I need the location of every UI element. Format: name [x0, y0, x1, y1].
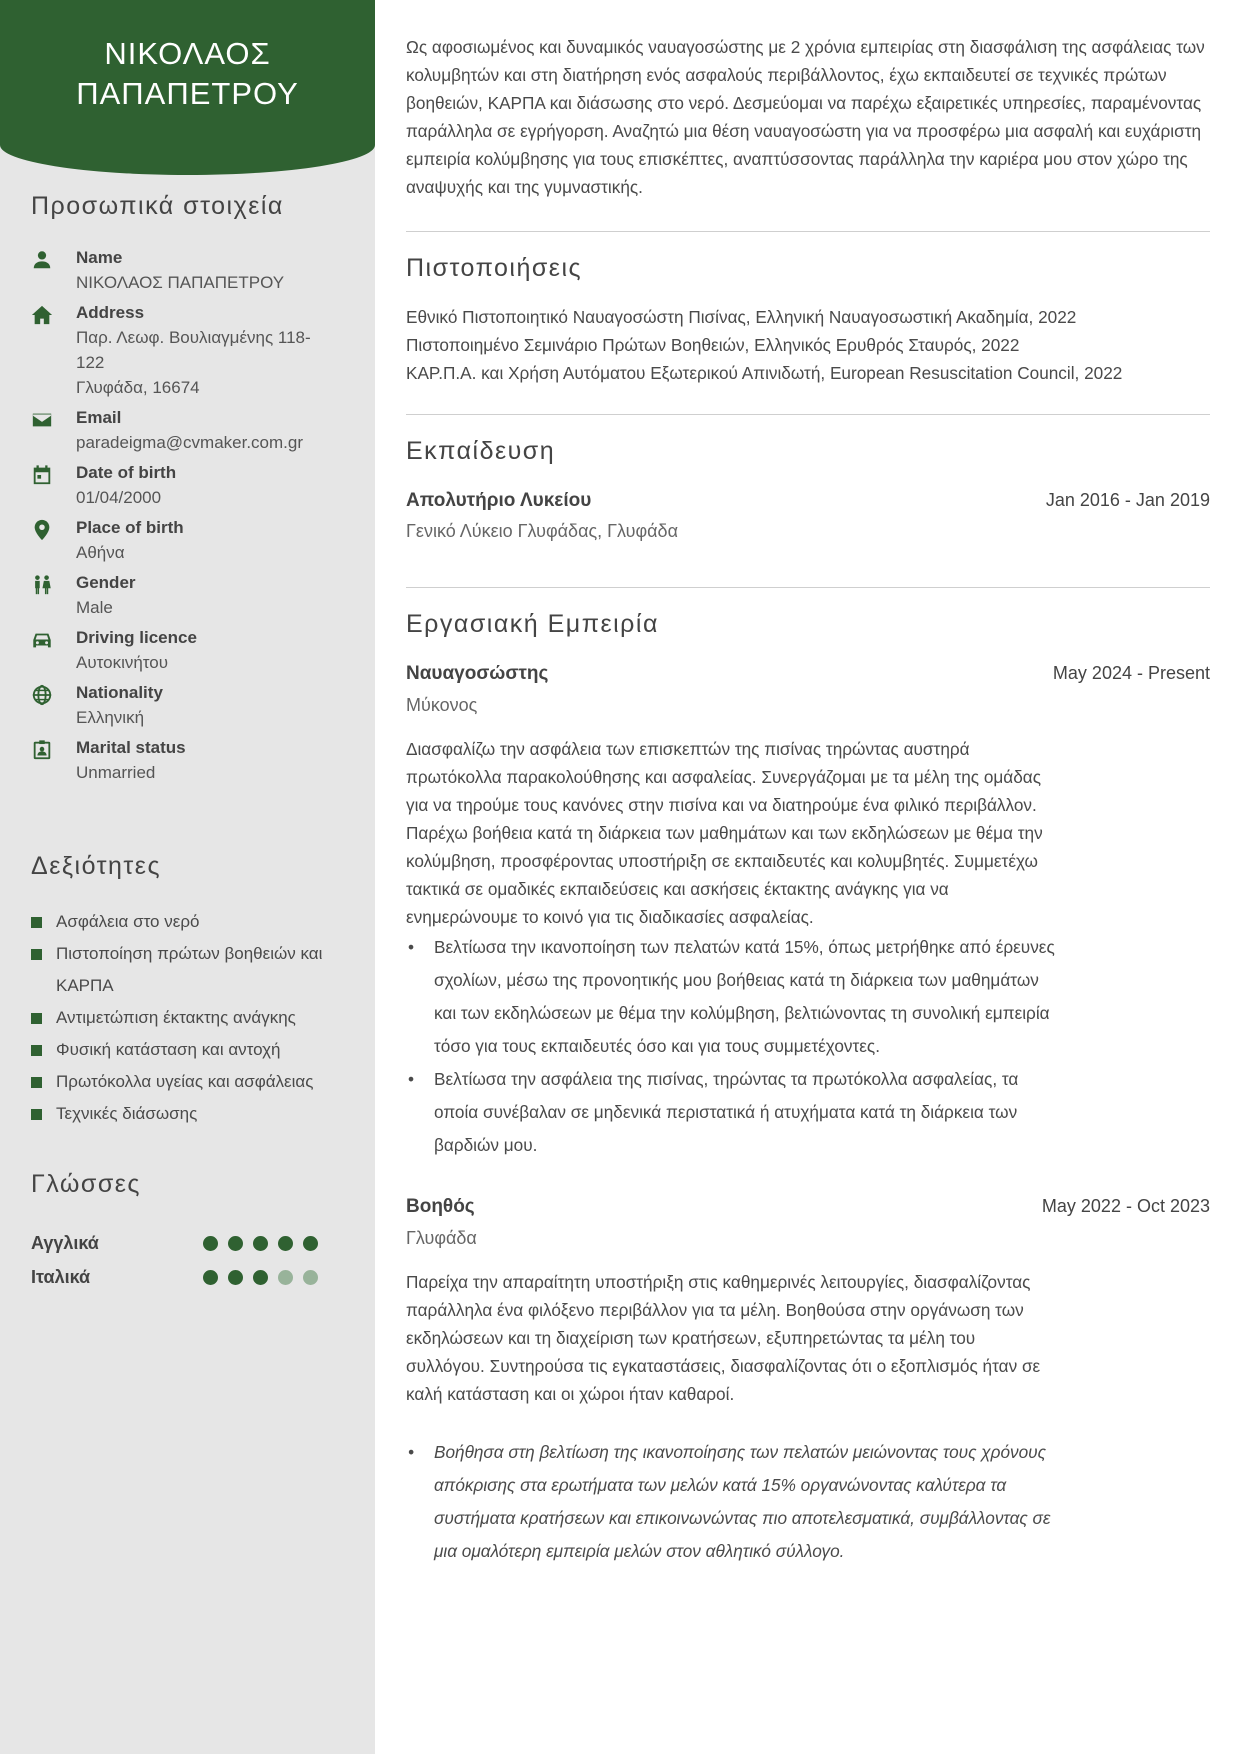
name-line-2: ΠΑΠΑΠΕΤΡΟΥ [76, 76, 299, 111]
divider [406, 231, 1210, 232]
job-role: Ναυαγοσώστης [406, 663, 549, 684]
home-icon [31, 301, 76, 400]
detail-label: Nationality [76, 683, 163, 702]
job-location: Μύκονος [406, 695, 478, 715]
detail-label: Date of birth [76, 463, 177, 482]
level-dot-filled [278, 1236, 293, 1251]
detail-label: Address [76, 303, 145, 322]
sidebar [0, 0, 375, 1754]
detail-value: Unmarried [76, 763, 156, 782]
language-level [203, 1236, 328, 1251]
level-dot-filled [203, 1236, 218, 1251]
calendar-icon [31, 461, 76, 510]
language-level [203, 1270, 328, 1285]
full-name [0, 0, 375, 114]
detail-marital-status [31, 736, 351, 785]
experience-title: Εργασιακή Εμπειρία [406, 610, 659, 638]
level-dot-filled [303, 1236, 318, 1251]
job-description: Διασφαλίζω την ασφάλεια των επισκεπτών της πισίνας τηρώντας αυστηρά πρωτόκολλα παρακολούθησης και ασφαλείας. Συνεργάζομαι με τα μέλη της ομάδας για να τηρούμε τους κανόνες στην πισίνα και να διατηρούμε ένα φιλικό περιβάλλον. Παρέχω βοήθεια κατά τη διάρκεια των μαθημάτων και των εκδηλώσεων με θέμα την κολύμβηση, προσφέροντας υποστήριξη σε εκπαιδευτές και κολυμβητές. Συμμετέχω τακτικά σε ομαδικές εκπαιδεύσεις και ασκήσεις έκτακτης ανάγκης για να ενημερώνουμε το κοινό για τις διαδικασίες ασφαλείας. [406, 739, 1043, 927]
detail-value: Αθήνα [76, 543, 125, 562]
language-name: Αγγλικά [31, 1232, 99, 1253]
skill-item: Αντιμετώπιση έκτακτης ανάγκης [31, 1002, 351, 1034]
job-header [406, 663, 1210, 685]
globe-icon [31, 681, 76, 730]
languages-list [31, 1226, 331, 1294]
detail-label: Email [76, 408, 122, 427]
certification-item: Εθνικό Πιστοποιητικό Ναυαγοσώστη Πισίνας, Ελληνική Ναυαγοσωστική Ακαδημία, 2022 [406, 307, 1077, 327]
skills-list [31, 906, 351, 1130]
level-dot-empty [278, 1270, 293, 1285]
skill-item: Φυσική κατάσταση και αντοχή [31, 1034, 351, 1066]
detail-value: Male [76, 598, 113, 617]
job-dates: May 2022 - Oct 2023 [1041, 1196, 1210, 1216]
car-icon [31, 626, 76, 675]
level-dot-empty [303, 1270, 318, 1285]
achievement-item: • Βελτίωσα την ικανοποίηση των πελατών κατά 15%, όπως μετρήθηκε από έρευνες σχολίων, μέσω της προνοητικής μου βοήθειας κατά τη διάρκεια των μαθημάτων και των εκδηλώσεων με θέμα την κολύμβηση, βελτιώνοντας τη συνολική εμπειρία τόσο για τους εκπαιδευτές όσο και για τους συμμετέχοντες. [406, 931, 1056, 1063]
job-description: Παρείχα την απαραίτητη υποστήριξη στις καθημερινές λειτουργίες, διασφαλίζοντας παράλληλα ένα φιλόξενο περιβάλλον για τα μέλη. Βοηθούσα στην οργάνωση των εκδηλώσεων και τη διαχείριση των κρατήσεων, εξυπηρετώντας τα μέλη του συλλόγου. Συντηρούσα τις εγκαταστάσεις, διασφαλίζοντας ότι ο εξοπλισμός ήταν σε καλή κατάσταση και οι χώροι ήταν καθαροί. [406, 1272, 1041, 1404]
skill-item: Τεχνικές διάσωσης [31, 1098, 351, 1130]
detail-value-line-2: Γλυφάδα, 16674 [76, 378, 200, 397]
certification-item: ΚΑΡ.Π.Α. και Χρήση Αυτόματου Εξωτερικού Απινιδωτή, European Resuscitation Council, 2022 [406, 363, 1123, 383]
achievement-item: • Βοήθησα στη βελτίωση της ικανοποίησης των πελατών μειώνοντας τους χρόνους απόκρισης στα ερωτήματα των μελών κατά 15% οργανώνοντας καλύτερα τα συστήματα κρατήσεων και επικοινωνώντας πιο αποτελεσματικά, συμβάλλοντας σε μια ομαλότερη εμπειρία μελών στον αθλητικό σύλλογο. [406, 1436, 1056, 1568]
job-role: Βοηθός [406, 1196, 475, 1217]
detail-label: Gender [76, 573, 136, 592]
certification-item: Πιστοποιημένο Σεμινάριο Πρώτων Βοηθειών, Ελληνικός Ερυθρός Σταυρός, 2022 [406, 335, 1020, 355]
divider [406, 587, 1210, 588]
detail-driving-licence [31, 626, 351, 675]
id-badge-icon [31, 736, 76, 785]
detail-label: Marital status [76, 738, 186, 757]
detail-value: Αυτοκινήτου [76, 653, 169, 672]
job-achievements [406, 1436, 1056, 1568]
level-dot-filled [253, 1236, 268, 1251]
job-header [406, 1196, 1210, 1218]
certifications-title: Πιστοποιήσεις [406, 254, 583, 282]
detail-value: paradeigma@cvmaker.com.gr [76, 433, 304, 452]
email-icon [31, 406, 76, 455]
detail-place-of-birth [31, 516, 351, 565]
detail-value: Ελληνική [76, 708, 145, 727]
level-dot-filled [228, 1270, 243, 1285]
detail-label: Name [76, 248, 123, 267]
education-school: Γενικό Λύκειο Γλυφάδας, Γλυφάδα [406, 521, 678, 541]
education-degree: Απολυτήριο Λυκείου [406, 490, 592, 511]
personal-details-title: Προσωπικά στοιχεία [31, 192, 284, 220]
certifications-list [406, 303, 1210, 387]
location-pin-icon [31, 516, 76, 565]
language-item [31, 1226, 331, 1260]
divider [406, 414, 1210, 415]
skills-title: Δεξιότητες [31, 852, 161, 880]
detail-nationality [31, 681, 351, 730]
skill-item: Πρωτόκολλα υγείας και ασφάλειας [31, 1066, 351, 1098]
education-dates: Jan 2016 - Jan 2019 [1045, 490, 1210, 510]
detail-label: Place of birth [76, 518, 184, 537]
language-name: Ιταλικά [31, 1266, 91, 1287]
detail-value: Παρ. Λεωφ. Βουλιαγμένης 118-122 [76, 328, 311, 372]
personal-details-list [31, 246, 351, 791]
gender-icon [31, 571, 76, 620]
profile-summary: Ως αφοσιωμένος και δυναμικός ναυαγοσώστης με 2 χρόνια εμπειρίας στη διασφάλιση της ασφάλειας των κολυμβητών και στη διατήρηση ενός ασφαλούς περιβάλλοντος, έχω εκπαιδευτεί σε τεχνικές πρώτων βοηθειών, ΚΑΡΠΑ και διάσωσης στο νερό. Δεσμεύομαι να παρέχω εξαιρετικές υπηρεσίες, παραμένοντας παράλληλα σε εγρήγορση. Αναζητώ μια θέση ναυαγοσώστη για να προσφέρω μια ασφαλή και ευχάριστη εμπειρία κολύμβησης για τους επισκέπτες, αναπτύσσοντας παράλληλα την καριέρα μου στον χώρο της αναψυχής και της γυμναστικής. [406, 37, 1205, 197]
job-dates: May 2024 - Present [1052, 663, 1210, 683]
job-location: Γλυφάδα [406, 1228, 477, 1248]
education-entry-header [406, 490, 1210, 512]
skill-item: Ασφάλεια στο νερό [31, 906, 351, 938]
detail-date-of-birth [31, 461, 351, 510]
skill-item: Πιστοποίηση πρώτων βοηθειών και ΚΑΡΠΑ [31, 938, 351, 1002]
detail-value: ΝΙΚΟΛΑΟΣ ΠΑΠΑΠΕΤΡΟΥ [76, 273, 285, 292]
detail-value: 01/04/2000 [76, 488, 162, 507]
name-line-1: ΝΙΚΟΛΑΟΣ [104, 36, 271, 71]
detail-gender [31, 571, 351, 620]
detail-label: Driving licence [76, 628, 197, 647]
name-header [0, 0, 375, 175]
detail-name [31, 246, 351, 295]
person-icon [31, 246, 76, 295]
detail-address [31, 301, 351, 400]
detail-email [31, 406, 351, 455]
education-title: Εκπαίδευση [406, 437, 556, 465]
achievement-item: • Βελτίωσα την ασφάλεια της πισίνας, τηρώντας τα πρωτόκολλα ασφαλείας, τα οποία συνέβαλαν σε μηδενικά περιστατικά ή ατυχήματα κατά τη διάρκεια των βαρδιών μου. [406, 1063, 1056, 1162]
level-dot-filled [253, 1270, 268, 1285]
level-dot-filled [203, 1270, 218, 1285]
languages-title: Γλώσσες [31, 1170, 141, 1198]
level-dot-filled [228, 1236, 243, 1251]
language-item [31, 1260, 331, 1294]
job-achievements [406, 931, 1056, 1162]
